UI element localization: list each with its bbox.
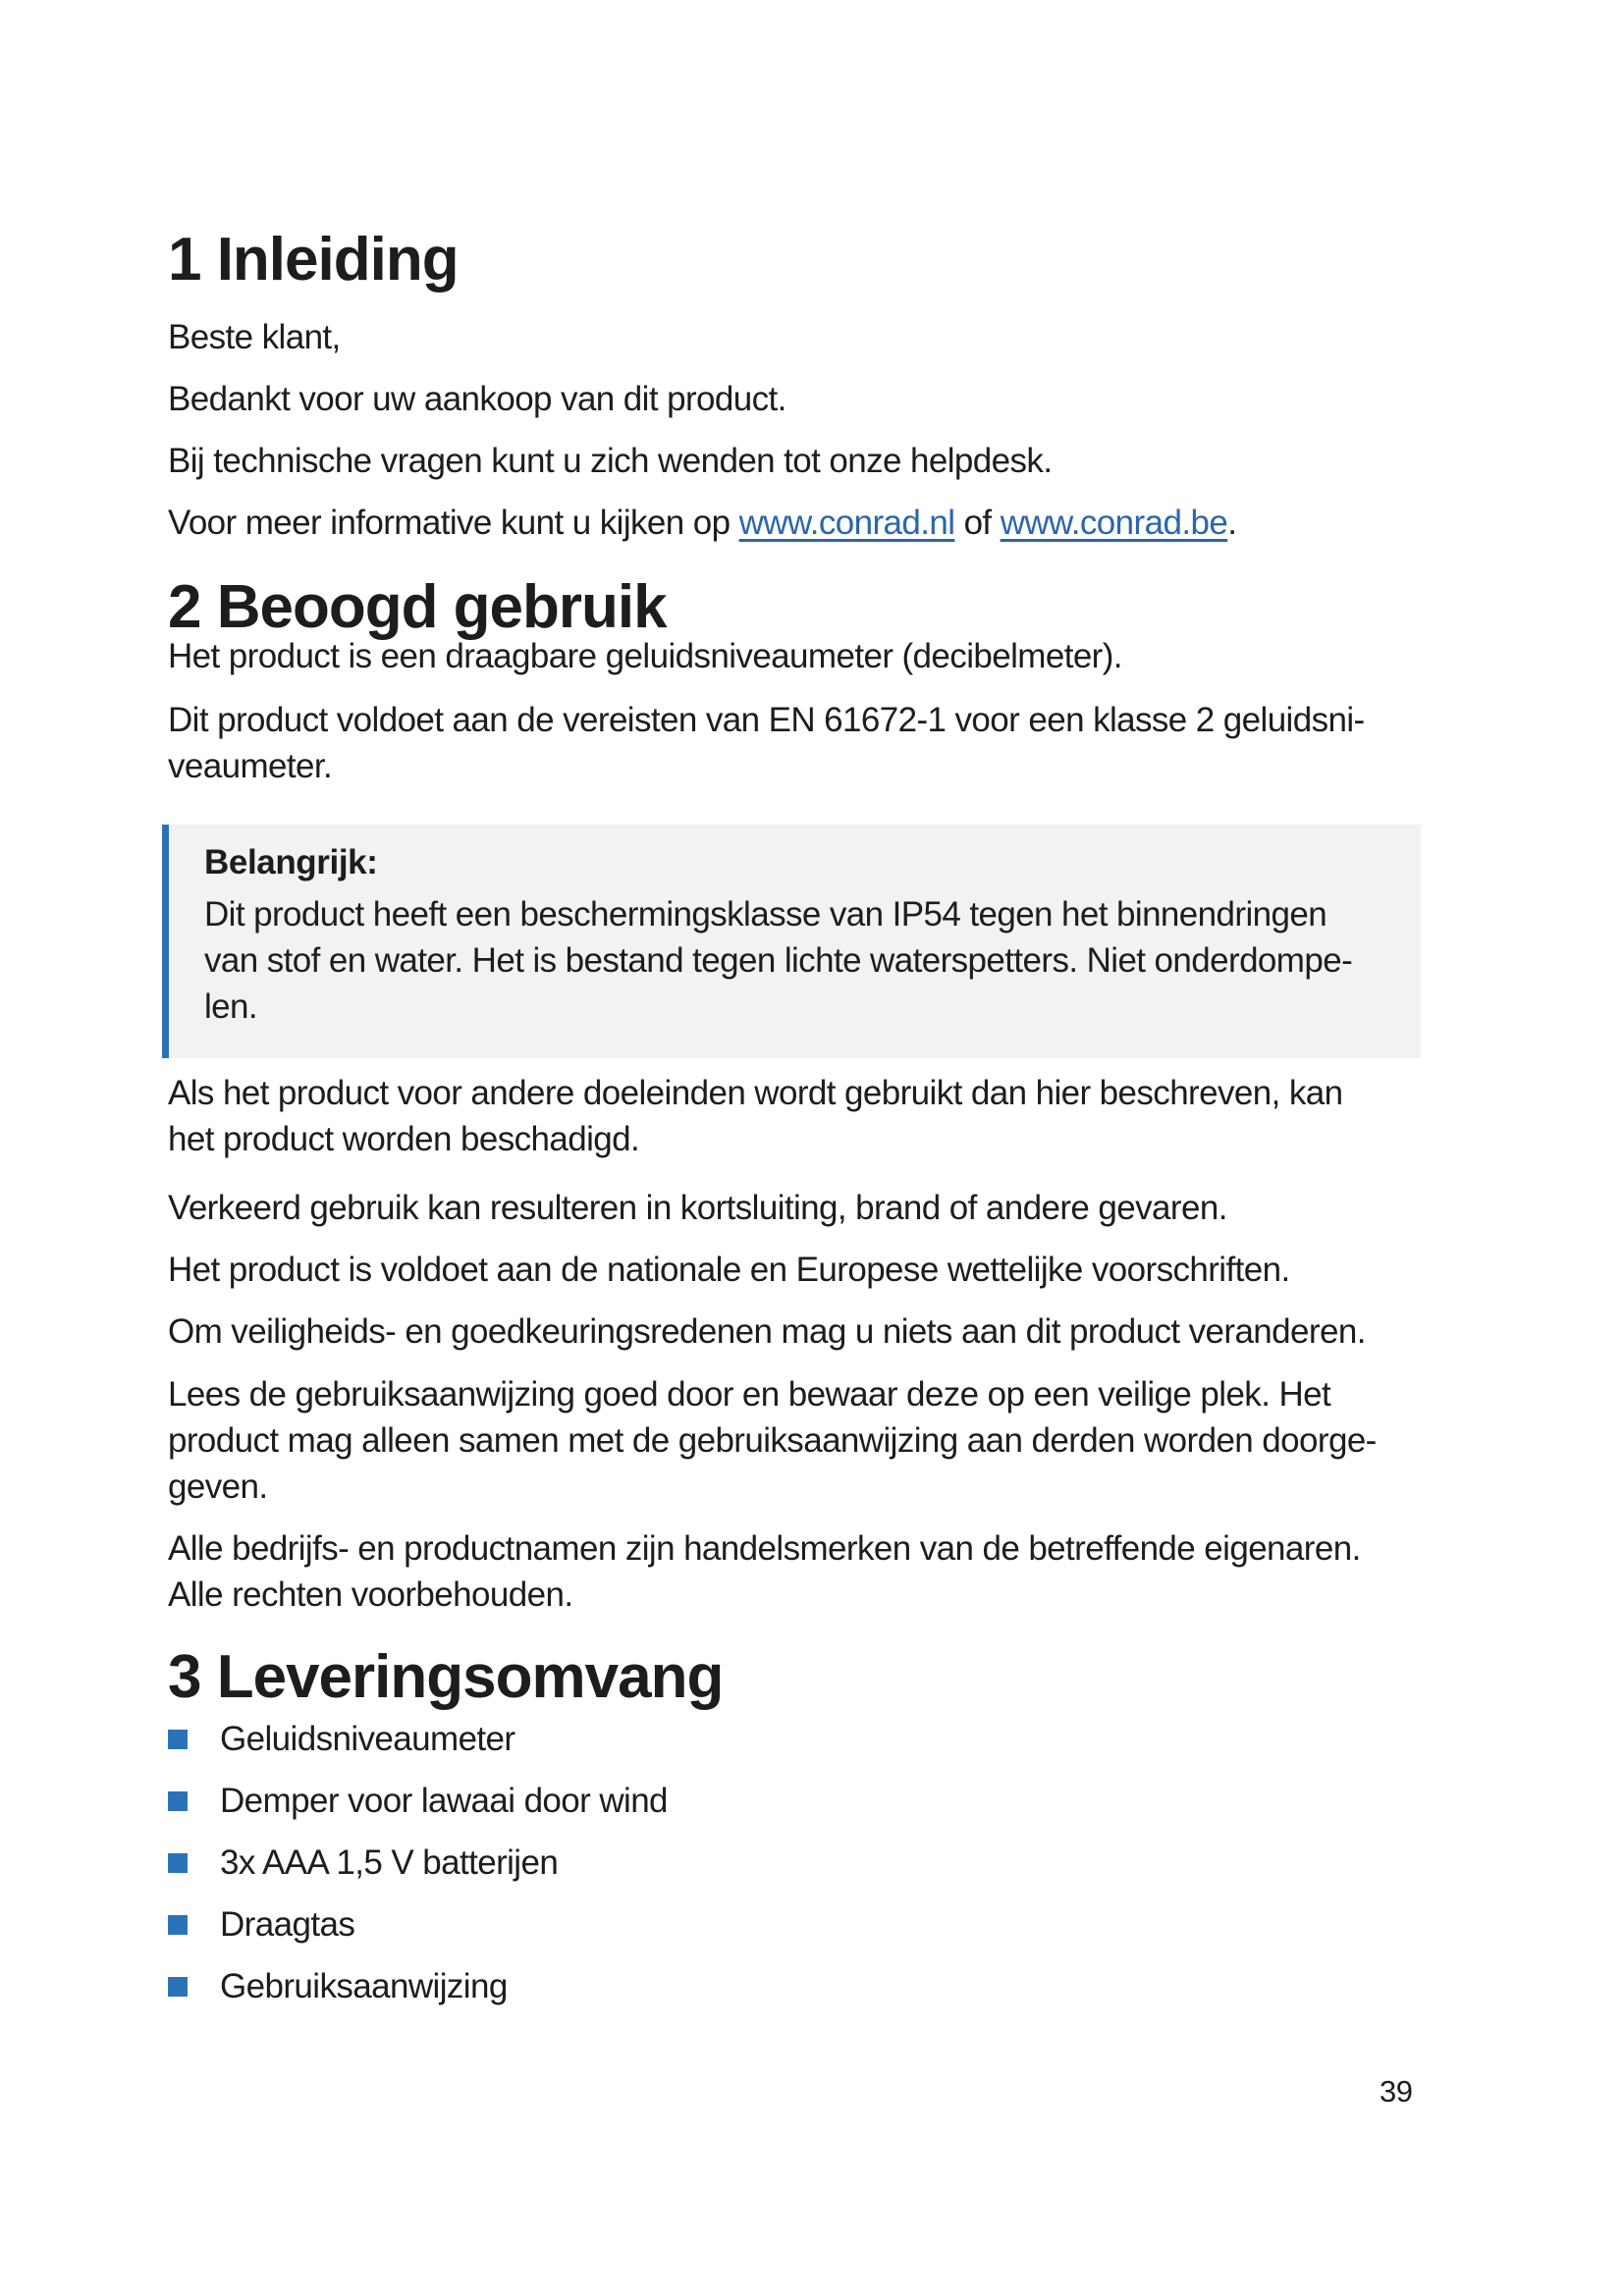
list-item (168, 1955, 668, 2017)
link-conrad-nl[interactable]: www.conrad.nl (738, 504, 955, 542)
list-item-label: Demper voor lawaai door wind (220, 1782, 668, 1820)
intended-use-p3-line1: Als het product voor andere doeleinden wordt gebruikt dan hier beschreven, kan (168, 1074, 1343, 1112)
intended-use-p8 (168, 1525, 1361, 1618)
more-info-text (168, 500, 1236, 546)
helpdesk-text: Bij technische vragen kunt u zich wenden tot onze helpdesk. (168, 442, 1053, 480)
list-item (168, 1832, 668, 1894)
more-info-suffix: . (1227, 504, 1237, 542)
intended-use-p3 (168, 1070, 1343, 1162)
list-item (168, 1770, 668, 1832)
list-item-label: 3x AAA 1,5 V batterijen (220, 1843, 559, 1882)
more-info-join: of (963, 504, 992, 542)
intended-use-p7-line1: Lees de gebruiksaanwijzing goed door en bewaar deze op een veilige plek. Het (168, 1375, 1331, 1414)
note-line-2: van stof en water. Het is bestand tegen lichte waterspetters. Niet onderdompe- (204, 941, 1353, 980)
heading-beoogd-gebruik: 2 Beoogd gebruik (168, 573, 667, 641)
square-bullet-icon (168, 1977, 188, 1997)
intended-use-p8-line1: Alle bedrijfs- en productnamen zijn handelsmerken van de betreffende eigenaren. (168, 1529, 1361, 1568)
square-bullet-icon (168, 1853, 188, 1873)
intended-use-p7-line2: product mag alleen samen met de gebruiksaanwijzing aan derden worden doorge- (168, 1421, 1377, 1460)
list-item (168, 1708, 668, 1770)
intended-use-p4: Verkeerd gebruik kan resulteren in kortsluiting, brand of andere gevaren. (168, 1189, 1227, 1227)
more-info-prefix: Voor meer informative kunt u kijken op (168, 504, 731, 542)
note-text (204, 891, 1402, 1030)
link-conrad-be[interactable]: www.conrad.be (1000, 504, 1228, 542)
thanks-text: Bedankt voor uw aankoop van dit product. (168, 380, 786, 418)
intended-use-p6: Om veiligheids- en goedkeuringsredenen mag u niets aan dit product veranderen. (168, 1312, 1366, 1351)
intended-use-p2-line1: Dit product voldoet aan de vereisten van EN 61672-1 voor een klasse 2 geluidsni- (168, 701, 1365, 739)
intended-use-p7-line3: geven. (168, 1468, 268, 1506)
heading-leveringsomvang: 3 Leveringsomvang (168, 1643, 724, 1711)
list-item-label: Geluidsniveaumeter (220, 1720, 515, 1758)
square-bullet-icon (168, 1791, 188, 1811)
note-title: Belangrijk: (204, 843, 378, 881)
square-bullet-icon (168, 1730, 188, 1749)
intended-use-p7 (168, 1371, 1377, 1510)
intended-use-p1: Het product is een draagbare geluidsniveaumeter (decibelmeter). (168, 637, 1122, 675)
intended-use-p5: Het product is voldoet aan de nationale en Europese wettelijke voorschriften. (168, 1251, 1290, 1289)
list-item-label: Draagtas (220, 1905, 355, 1944)
square-bullet-icon (168, 1915, 188, 1935)
list-item (168, 1894, 668, 1955)
page-number: 39 (1380, 2074, 1413, 2109)
important-note (162, 825, 1421, 1058)
intended-use-p8-line2: Alle rechten voorbehouden. (168, 1575, 573, 1614)
intended-use-p2 (168, 697, 1365, 789)
delivery-list (168, 1708, 668, 2017)
intended-use-p3-line2: het product worden beschadigd. (168, 1120, 640, 1158)
note-line-3: len. (204, 988, 258, 1026)
intended-use-p2-line2: veaumeter. (168, 747, 333, 785)
note-line-1: Dit product heeft een beschermingsklasse van IP54 tegen het binnendringen (204, 895, 1327, 934)
heading-inleiding: 1 Inleiding (168, 226, 459, 294)
greeting-text: Beste klant, (168, 318, 341, 356)
list-item-label: Gebruiksaanwijzing (220, 1967, 508, 2005)
